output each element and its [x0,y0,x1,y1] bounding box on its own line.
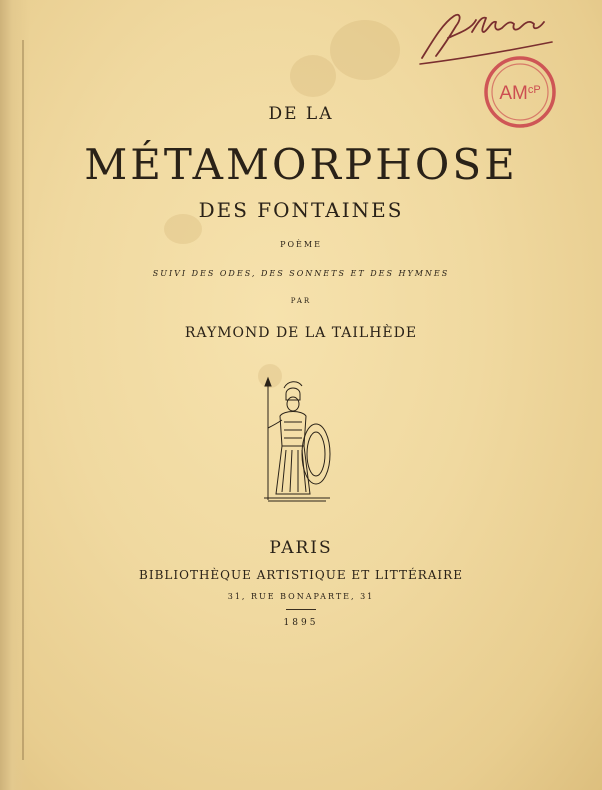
by-label: PAR [290,297,312,305]
svg-text:AMcP: $AM^{cP}$ [499,83,541,104]
imprint-city: PARIS [269,538,333,558]
imprint-address: 31, RUE BONAPARTE, 31 [227,592,375,601]
athena-figure-icon [246,376,338,506]
foxing-stain [330,20,400,80]
genre-label: POÈME [280,240,322,249]
foxing-stain [290,55,336,97]
subtitle: DES FONTAINES [198,198,404,222]
imprint-publisher: BIBLIOTHÈQUE ARTISTIQUE ET LITTÉRAIRE [139,568,463,582]
imprint-rule [286,609,316,610]
imprint-year: 1895 [283,618,319,628]
supplement-line: SUIVI DES ODES, DES SONNETS ET DES HYMNES [152,269,450,278]
main-title: MÉTAMORPHOSE [84,140,518,189]
title-line-de-la: DE LA [268,104,334,124]
author-name: RAYMOND DE LA TAILHÈDE [184,325,418,341]
